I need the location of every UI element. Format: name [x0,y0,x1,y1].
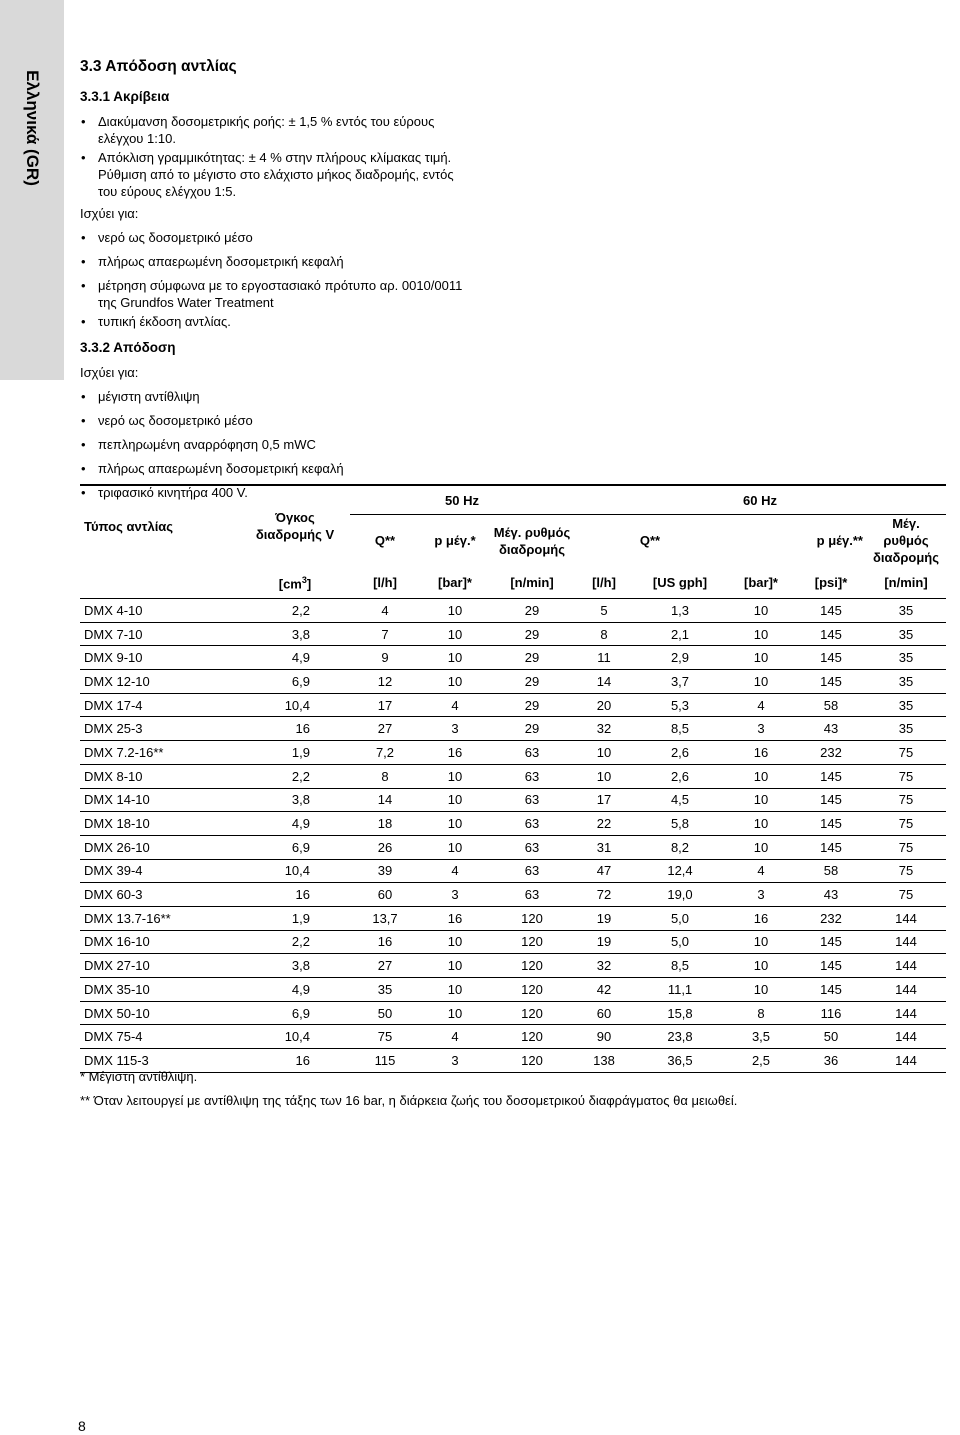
value-cell: 10 [420,622,490,646]
value-cell: 35 [866,717,946,741]
value-cell: 144 [866,1025,946,1049]
value-cell: 60 [350,883,420,907]
value-cell: 10 [420,1001,490,1025]
header-q-50: Q** [374,533,396,548]
value-cell: 50 [350,1001,420,1025]
value-cell: 1,9 [240,906,350,930]
value-cell: 19 [574,906,634,930]
value-cell: 6,9 [240,835,350,859]
value-cell: 3,8 [240,622,350,646]
value-cell: 4 [726,693,796,717]
section-title: 3.3 Απόδοση αντλίας [80,58,237,75]
value-cell: 10 [420,954,490,978]
value-cell: 2,2 [240,599,350,623]
value-cell: 5,0 [634,906,726,930]
pump-type-cell: DMX 14-10 [80,788,240,812]
table-row [80,1025,946,1049]
value-cell: 29 [490,693,574,717]
value-cell: 35 [866,599,946,623]
value-cell: 58 [796,859,866,883]
value-cell: 19,0 [634,883,726,907]
value-cell: 1,9 [240,741,350,765]
value-cell: 10 [726,622,796,646]
value-cell: 120 [490,1049,574,1073]
value-cell: 50 [796,1025,866,1049]
unit-cell: [l/h] [574,566,634,599]
table-row [80,978,946,1002]
value-cell: 120 [490,906,574,930]
table-row [80,954,946,978]
value-cell: 144 [866,906,946,930]
pump-type-cell: DMX 13.7-16** [80,906,240,930]
value-cell: 4 [726,859,796,883]
value-cell: 35 [350,978,420,1002]
value-cell: 8,2 [634,835,726,859]
value-cell: 3,8 [240,954,350,978]
value-cell: 144 [866,1001,946,1025]
value-cell: 2,2 [240,930,350,954]
unit-cell: [n/min] [866,566,946,599]
table-row [80,764,946,788]
value-cell: 10 [726,930,796,954]
value-cell: 8,5 [634,954,726,978]
value-cell: 43 [796,883,866,907]
pump-type-cell: DMX 9-10 [80,646,240,670]
value-cell: 10 [726,978,796,1002]
value-cell: 120 [490,930,574,954]
value-cell: 13,7 [350,906,420,930]
value-cell: 12 [350,670,420,694]
table-row [80,622,946,646]
performance-title: 3.3.2 Απόδοση [80,340,176,355]
table-row [80,693,946,717]
value-cell: 27 [350,954,420,978]
unit-cell: [bar]* [726,566,796,599]
value-cell: 10 [420,670,490,694]
value-cell: 145 [796,835,866,859]
language-side-tab [0,0,64,380]
value-cell: 145 [796,622,866,646]
value-cell: 75 [350,1025,420,1049]
condition-item: • πλήρως απαερωμένη δοσομετρική κεφαλή [80,253,470,270]
value-cell: 144 [866,954,946,978]
value-cell: 42 [574,978,634,1002]
value-cell: 144 [866,930,946,954]
footnotes [80,1068,737,1116]
pump-type-cell: DMX 39-4 [80,859,240,883]
value-cell: 16 [420,906,490,930]
value-cell: 32 [574,954,634,978]
value-cell: 145 [796,812,866,836]
value-cell: 17 [350,693,420,717]
value-cell: 63 [490,812,574,836]
value-cell: 75 [866,741,946,765]
value-cell: 10 [420,646,490,670]
unit-cm3: $[cm^3]$ [240,566,350,599]
value-cell: 4 [420,1025,490,1049]
accuracy-title: 3.3.1 Ακρίβεια [80,89,170,104]
value-cell: 4 [420,859,490,883]
value-cell: 145 [796,670,866,694]
value-cell: 10,4 [240,859,350,883]
value-cell: 29 [490,599,574,623]
value-cell: 16 [350,930,420,954]
value-cell: 10 [726,670,796,694]
value-cell: 75 [866,812,946,836]
table-row [80,1001,946,1025]
value-cell: 11 [574,646,634,670]
value-cell: 35 [866,622,946,646]
value-cell: 17 [574,788,634,812]
value-cell: 120 [490,978,574,1002]
value-cell: 10 [726,599,796,623]
value-cell: 2,6 [634,741,726,765]
table-row [80,906,946,930]
value-cell: 63 [490,764,574,788]
value-cell: 2,5 [726,1049,796,1073]
unit-cell: [psi]* [796,566,866,599]
value-cell: 26 [350,835,420,859]
header-stroke-volume: Όγκος διαδρομής V [240,485,350,566]
value-cell: 63 [490,883,574,907]
value-cell: 6,9 [240,1001,350,1025]
value-cell: 19 [574,930,634,954]
page-number: 8 [78,1418,86,1434]
value-cell: 5,8 [634,812,726,836]
accuracy-conditions [80,229,470,330]
header-stroke-rate-60: Μέγ. ρυθμός διαδρομής [872,516,939,565]
value-cell: 145 [796,978,866,1002]
table-row [80,788,946,812]
pump-type-cell: DMX 12-10 [80,670,240,694]
value-cell: 60 [574,1001,634,1025]
value-cell: 4 [420,693,490,717]
value-cell: 63 [490,741,574,765]
unit-cell: [bar]* [420,566,490,599]
value-cell: 10 [420,835,490,859]
value-cell: 29 [490,646,574,670]
value-cell: 10 [726,835,796,859]
condition-item: • μέτρηση σύμφωνα με το εργοστασιακό πρότυπο αρ. 0010/0011 της Grundfos Water Treatment [80,277,470,311]
value-cell: 31 [574,835,634,859]
value-cell: 35 [866,670,946,694]
value-cell: 16 [240,717,350,741]
value-cell: 120 [490,1025,574,1049]
value-cell: 72 [574,883,634,907]
value-cell: 75 [866,835,946,859]
header-stroke-rate-50: Μέγ. ρυθμός διαδρομής [493,524,571,557]
value-cell: 10 [574,764,634,788]
value-cell: 90 [574,1025,634,1049]
condition-item: • νερό ως δοσομετρικό μέσο [80,412,470,429]
accuracy-valid-for: Ισχύει για: [80,206,139,221]
value-cell: 16 [726,741,796,765]
table-row [80,599,946,623]
value-cell: 145 [796,954,866,978]
footnote: * Μέγιστη αντίθλιψη. [80,1069,198,1084]
value-cell: 5,3 [634,693,726,717]
value-cell: 10 [420,764,490,788]
value-cell: 3 [420,717,490,741]
performance-valid-for: Ισχύει για: [80,365,139,380]
table-row [80,741,946,765]
value-cell: 10,4 [240,693,350,717]
pump-type-cell: DMX 115-3 [80,1049,240,1073]
value-cell: 10 [420,599,490,623]
condition-item: • πλήρως απαερωμένη δοσομετρική κεφαλή [80,460,470,477]
value-cell: 10 [726,954,796,978]
pump-type-cell: DMX 8-10 [80,764,240,788]
header-pump-type: Τύπος αντλίας [80,485,240,566]
value-cell: 63 [490,859,574,883]
value-cell: 232 [796,906,866,930]
value-cell: 9 [350,646,420,670]
value-cell: 18 [350,812,420,836]
value-cell: 115 [350,1049,420,1073]
unit-cell: [l/h] [350,566,420,599]
value-cell: 29 [490,670,574,694]
value-cell: 4,9 [240,646,350,670]
value-cell: 16 [240,883,350,907]
value-cell: 16 [726,906,796,930]
value-cell: 2,6 [634,764,726,788]
value-cell: 14 [350,788,420,812]
condition-item: • νερό ως δοσομετρικό μέσο [80,229,470,246]
pump-type-cell: DMX 26-10 [80,835,240,859]
value-cell: 8 [726,1001,796,1025]
performance-table [80,484,946,1073]
value-cell: 43 [796,717,866,741]
value-cell: 145 [796,788,866,812]
value-cell: 32 [574,717,634,741]
header-50hz: 50 Hz [350,485,574,515]
value-cell: 144 [866,978,946,1002]
condition-item: • πεπληρωμένη αναρρόφηση 0,5 mWC [80,436,470,453]
value-cell: 29 [490,717,574,741]
value-cell: 47 [574,859,634,883]
value-cell: 8 [574,622,634,646]
value-cell: 2,1 [634,622,726,646]
language-label: Ελληνικά (GR) [23,70,42,186]
accuracy-bullets [80,113,470,200]
value-cell: 116 [796,1001,866,1025]
pump-type-cell: DMX 60-3 [80,883,240,907]
value-cell: 3,7 [634,670,726,694]
value-cell: 10,4 [240,1025,350,1049]
value-cell: 10 [726,764,796,788]
value-cell: 144 [866,1049,946,1073]
value-cell: 35 [866,646,946,670]
value-cell: 5,0 [634,930,726,954]
value-cell: 20 [574,693,634,717]
value-cell: 10 [420,930,490,954]
value-cell: 4,5 [634,788,726,812]
value-cell: 10 [420,812,490,836]
value-cell: 6,9 [240,670,350,694]
table-row [80,646,946,670]
value-cell: 120 [490,954,574,978]
value-cell: 3 [420,883,490,907]
condition-item: • τυπική έκδοση αντλίας. [80,313,470,330]
value-cell: 145 [796,646,866,670]
table-row [80,883,946,907]
value-cell: 10 [420,788,490,812]
value-cell: 120 [490,1001,574,1025]
value-cell: 8 [350,764,420,788]
footnote: ** Όταν λειτουργεί με αντίθλιψη της τάξης των 16 bar, η διάρκεια ζωής του δοσομετρικού διαφράγματος θα μειωθεί. [80,1093,738,1108]
pump-type-cell: DMX 27-10 [80,954,240,978]
value-cell: 3,8 [240,788,350,812]
value-cell: 3,5 [726,1025,796,1049]
value-cell: 5 [574,599,634,623]
pump-type-cell: DMX 75-4 [80,1025,240,1049]
pump-type-cell: DMX 25-3 [80,717,240,741]
value-cell: 138 [574,1049,634,1073]
value-cell: 3 [726,717,796,741]
value-cell: 27 [350,717,420,741]
value-cell: 23,8 [634,1025,726,1049]
value-cell: 3 [420,1049,490,1073]
table-row [80,670,946,694]
value-cell: 36,5 [634,1049,726,1073]
pump-type-cell: DMX 18-10 [80,812,240,836]
value-cell: 12,4 [634,859,726,883]
table-row [80,859,946,883]
value-cell: 7 [350,622,420,646]
value-cell: 10 [726,646,796,670]
value-cell: 75 [866,859,946,883]
value-cell: 4,9 [240,978,350,1002]
value-cell: 10 [726,788,796,812]
table-row [80,930,946,954]
pump-type-cell: DMX 35-10 [80,978,240,1002]
value-cell: 8,5 [634,717,726,741]
table-row [80,812,946,836]
value-cell: 2,9 [634,646,726,670]
value-cell: 16 [240,1049,350,1073]
main-content [80,58,470,508]
pump-type-cell: DMX 4-10 [80,599,240,623]
value-cell: 63 [490,835,574,859]
value-cell: 10 [574,741,634,765]
value-cell: 22 [574,812,634,836]
table-row [80,835,946,859]
table-row [80,717,946,741]
pump-type-cell: DMX 17-4 [80,693,240,717]
value-cell: 11,1 [634,978,726,1002]
value-cell: 145 [796,599,866,623]
value-cell: 145 [796,764,866,788]
value-cell: 29 [490,622,574,646]
units-empty [80,566,240,599]
value-cell: 145 [796,930,866,954]
value-cell: 16 [420,741,490,765]
value-cell: 10 [420,978,490,1002]
condition-item: • μέγιστη αντίθλιψη [80,388,470,405]
pump-type-cell: DMX 7-10 [80,622,240,646]
value-cell: 14 [574,670,634,694]
value-cell: 39 [350,859,420,883]
header-60hz: 60 Hz [574,485,946,515]
value-cell: 63 [490,788,574,812]
pump-type-cell: DMX 16-10 [80,930,240,954]
value-cell: 75 [866,883,946,907]
header-q-60: Q** [639,533,661,548]
unit-cell: [US gph] [634,566,726,599]
accuracy-bullet: • Διακύμανση δοσομετρικής ροής: ± 1,5 % εντός του εύρους ελέγχου 1:10. [80,113,470,147]
value-cell: 4,9 [240,812,350,836]
value-cell: 58 [796,693,866,717]
unit-cell: [n/min] [490,566,574,599]
condition-item: • τριφασικό κινητήρα 400 V. [80,484,470,501]
value-cell: 75 [866,788,946,812]
value-cell: 75 [866,764,946,788]
value-cell: 35 [866,693,946,717]
pump-type-cell: DMX 50-10 [80,1001,240,1025]
value-cell: 4 [350,599,420,623]
header-pmax-50: p μέγ.* [434,533,476,548]
value-cell: 2,2 [240,764,350,788]
value-cell: 3 [726,883,796,907]
header-pmax-60: p μέγ.** [816,533,863,548]
value-cell: 10 [726,812,796,836]
accuracy-bullet: • Απόκλιση γραμμικότητας: ± 4 % στην πλήρους κλίμακας τιμή. Ρύθμιση από το μέγιστο στο ελάχιστο μήκος διαδρομής, εντός του εύρους ελέγχου 1:5. [80,149,470,200]
value-cell: 7,2 [350,741,420,765]
value-cell: 232 [796,741,866,765]
value-cell: 15,8 [634,1001,726,1025]
pump-type-cell: DMX 7.2-16** [80,741,240,765]
value-cell: 1,3 [634,599,726,623]
value-cell: 36 [796,1049,866,1073]
